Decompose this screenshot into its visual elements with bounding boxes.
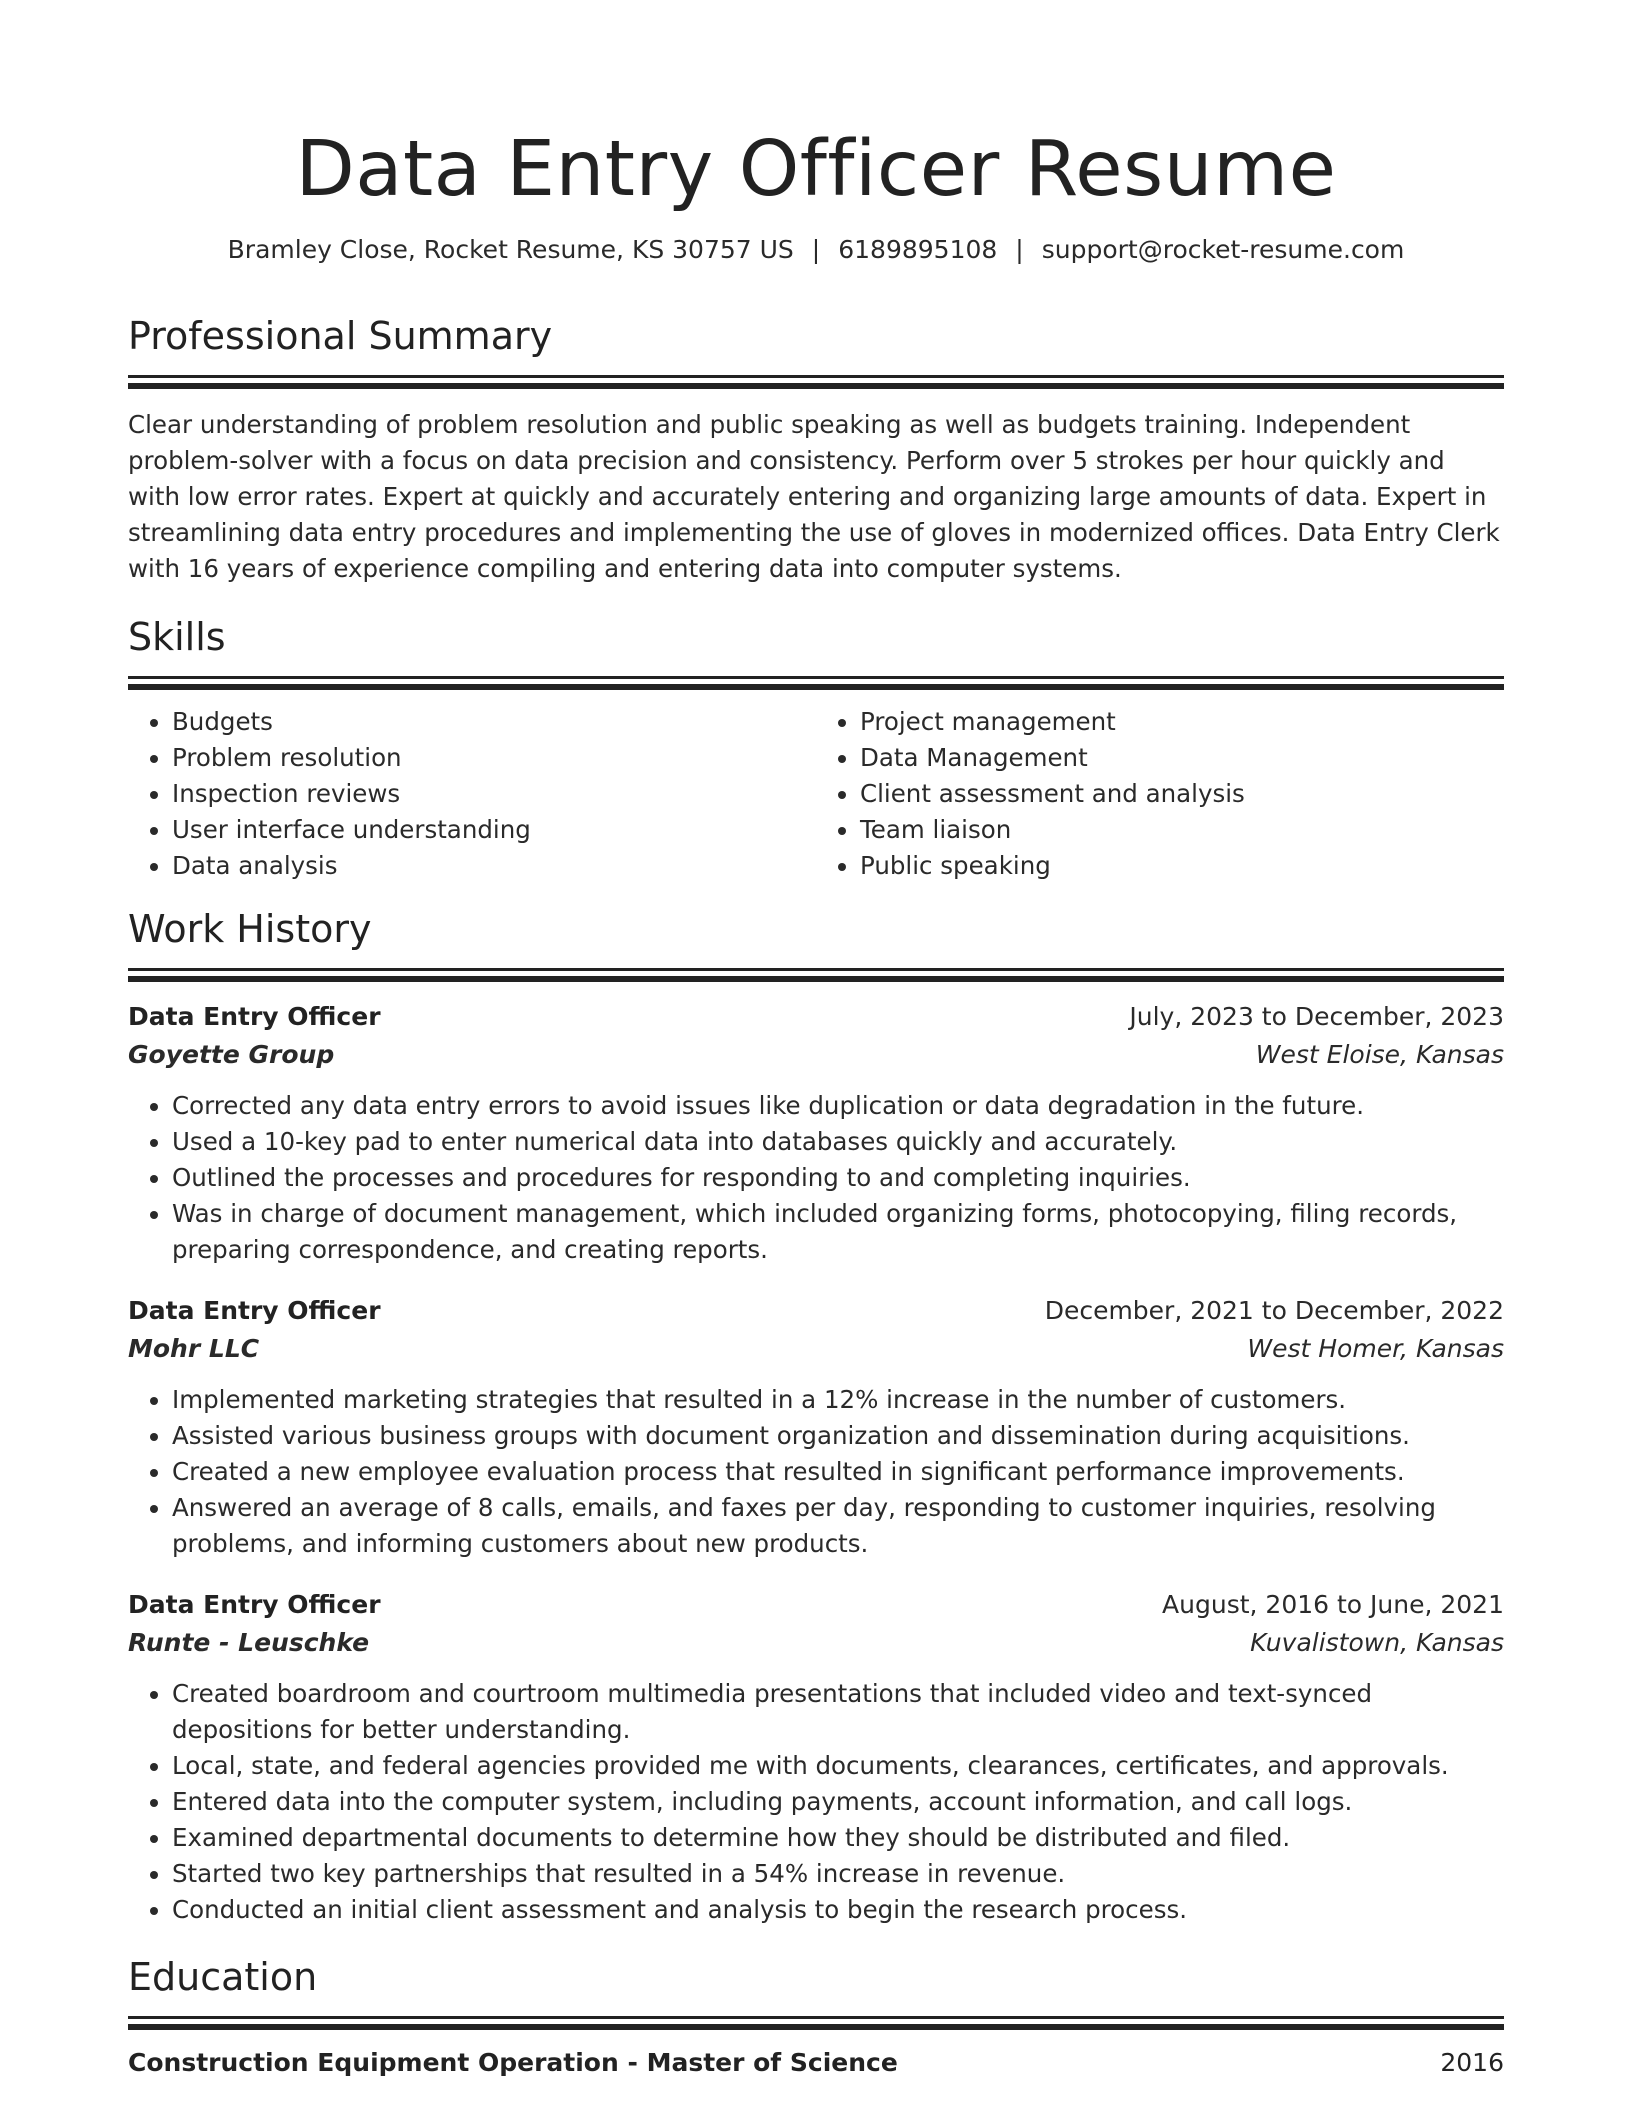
section-heading-skills: Skills xyxy=(128,614,226,659)
section-divider xyxy=(128,2024,1504,2030)
page-title: Data Entry Officer Resume xyxy=(295,125,1337,214)
job-bullet: • Answered an average of 8 calls, emails, and faxes per day, responding to customer inquiries, resolving problems, and informing customers about new products. xyxy=(172,1490,1504,1562)
job-bullet: • Created boardroom and courtroom multimedia presentations that included video and text-synced depositions for better understanding. xyxy=(172,1676,1504,1748)
section-divider xyxy=(128,976,1504,982)
section-divider xyxy=(128,383,1504,389)
contact-address: Bramley Close, Rocket Resume, KS 30757 US xyxy=(227,235,794,264)
job-title: Data Entry Officer xyxy=(128,1589,381,1619)
skills-section xyxy=(128,612,1504,884)
section-heading-work-history: Work History xyxy=(128,906,372,951)
skill-item: • Public speaking xyxy=(860,848,1504,884)
skill-item: • Data Management xyxy=(860,740,1504,776)
skill-item: • Team liaison xyxy=(860,812,1504,848)
job-location: West Homer, Kansas xyxy=(1247,1333,1504,1363)
job-bullet: • Conducted an initial client assessment and analysis to begin the research process. xyxy=(172,1892,1504,1928)
contact-separator: | xyxy=(1015,235,1024,264)
section-divider xyxy=(128,968,1504,971)
skill-item: • Problem resolution xyxy=(172,740,816,776)
section-divider xyxy=(128,2016,1504,2019)
job-header xyxy=(128,998,1504,1036)
contact-separator: | xyxy=(811,235,821,264)
job-bullets xyxy=(128,1088,1504,1268)
job-bullet: • Corrected any data entry errors to avoid issues like duplication or data degradation in the future. xyxy=(172,1088,1504,1124)
job-title: Data Entry Officer xyxy=(128,1295,381,1325)
contact-phone: 6189895108 xyxy=(838,235,998,264)
job-bullet: • Entered data into the computer system, including payments, account information, and call logs. xyxy=(172,1784,1504,1820)
job-dates: August, 2016 to June, 2021 xyxy=(1162,1589,1504,1619)
job-location: West Eloise, Kansas xyxy=(1255,1039,1504,1069)
contact-email: support@rocket-resume.com xyxy=(1041,235,1405,264)
section-heading-education: Education xyxy=(128,1954,318,1999)
skills-column-right xyxy=(816,704,1504,884)
job-location: Kuvalistown, Kansas xyxy=(1250,1627,1504,1657)
job-bullet: • Local, state, and federal agencies provided me with documents, clearances, certificates, and approvals. xyxy=(172,1748,1504,1784)
skills-grid xyxy=(128,704,1504,884)
section-divider xyxy=(128,684,1504,690)
summary-section xyxy=(128,311,1504,587)
job-company: Runte - Leuschke xyxy=(128,1627,370,1657)
education-degree: Construction Equipment Operation - Master of Science xyxy=(128,2047,898,2077)
skill-item: • Project management xyxy=(860,704,1504,740)
job-bullet: • Used a 10-key pad to enter numerical data into databases quickly and accurately. xyxy=(172,1124,1504,1160)
job-bullet: • Started two key partnerships that resulted in a 54% increase in revenue. xyxy=(172,1856,1504,1892)
skill-item: • Data analysis xyxy=(172,848,816,884)
job-header xyxy=(128,1586,1504,1624)
job-title: Data Entry Officer xyxy=(128,1001,381,1031)
contact-line xyxy=(128,233,1504,267)
work-history-section xyxy=(128,904,1504,1928)
job-bullets xyxy=(128,1676,1504,1928)
education-year: 2016 xyxy=(1440,2047,1504,2077)
section-divider xyxy=(128,676,1504,679)
skill-item: • User interface understanding xyxy=(172,812,816,848)
job-bullet: • Outlined the processes and procedures for responding to and completing inquiries. xyxy=(172,1160,1504,1196)
job-dates: December, 2021 to December, 2022 xyxy=(1044,1295,1504,1325)
job-header xyxy=(128,1292,1504,1330)
job-subheader xyxy=(128,1624,1504,1662)
job-bullet: • Was in charge of document management, which included organizing forms, photocopying, filing records, preparing correspondence, and creating reports. xyxy=(172,1196,1504,1268)
job-bullet: • Created a new employee evaluation process that resulted in significant performance improvements. xyxy=(172,1454,1504,1490)
skill-item: • Client assessment and analysis xyxy=(860,776,1504,812)
job-bullet: • Implemented marketing strategies that resulted in a 12% increase in the number of customers. xyxy=(172,1382,1504,1418)
skill-item: • Budgets xyxy=(172,704,816,740)
job-entry xyxy=(128,1586,1504,1928)
section-divider xyxy=(128,375,1504,378)
education-entry xyxy=(128,2044,1504,2082)
skills-column-left xyxy=(128,704,816,884)
job-bullets xyxy=(128,1382,1504,1562)
job-company: Goyette Group xyxy=(128,1039,335,1069)
job-subheader xyxy=(128,1036,1504,1074)
skill-item: • Inspection reviews xyxy=(172,776,816,812)
job-subheader xyxy=(128,1330,1504,1368)
job-entry xyxy=(128,1292,1504,1562)
job-dates: July, 2023 to December, 2023 xyxy=(1129,1001,1504,1031)
job-company: Mohr LLC xyxy=(128,1333,260,1363)
job-entry xyxy=(128,998,1504,1268)
section-heading-summary: Professional Summary xyxy=(128,314,553,358)
job-bullet: • Assisted various business groups with document organization and dissemination during acquisitions. xyxy=(172,1418,1504,1454)
education-section xyxy=(128,1952,1504,2082)
job-bullet: • Examined departmental documents to determine how they should be distributed and filed. xyxy=(172,1820,1504,1856)
summary-text: Clear understanding of problem resolution and public speaking as well as budgets training. Independent problem-solver with a focus on data precision and consistency. Perform over 5 strokes per hour quickly and with low error rates. Expert at quickly and accurately entering and organizing large amounts of data. Expert in streamlining data entry procedures and implementing the use of gloves in modernized offices. Data Entry Clerk with 16 years of experience compiling and entering data into computer systems. xyxy=(128,410,1500,583)
